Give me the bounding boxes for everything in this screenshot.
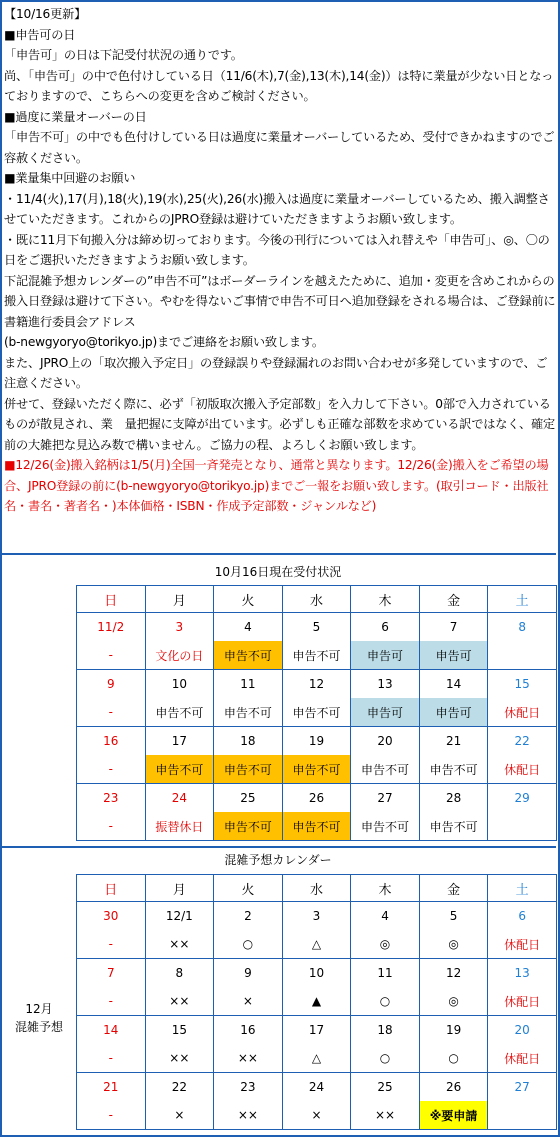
date-number: 15 <box>488 670 557 699</box>
congestion-calendar <box>76 874 557 1130</box>
date-number: 19 <box>282 727 351 756</box>
weekday-header: 木 <box>351 875 420 902</box>
date-status: - <box>77 698 146 727</box>
date-number: 11 <box>351 959 420 988</box>
notice-line: 【10/16更新】 <box>4 7 87 21</box>
date-status: 申告不可 <box>282 641 351 670</box>
date-status: 申告不可 <box>282 812 351 841</box>
weekday-header: 日 <box>77 875 146 902</box>
date-number: 22 <box>145 1073 214 1102</box>
date-status: ○ <box>351 1044 420 1073</box>
date-number: 18 <box>214 727 283 756</box>
date-number: 28 <box>419 784 488 813</box>
date-status: 申告不可 <box>145 698 214 727</box>
notice-line: ■業量集中回避のお願い <box>4 171 136 185</box>
date-status: ▲ <box>282 987 351 1016</box>
weekday-header: 金 <box>419 875 488 902</box>
notice-line: ・11/4(火),17(月),18(火),19(水),25(火),26(水)搬入は過度に業量オーバーしているため、搬入調整させていただきます。これからのJPRO登録は避けていただきますようお願い致します。 <box>4 191 550 226</box>
date-status <box>488 1101 557 1130</box>
date-status: 申告不可 <box>214 698 283 727</box>
date-status: 申告不可 <box>419 812 488 841</box>
date-number: 23 <box>77 784 146 813</box>
date-number: 7 <box>77 959 146 988</box>
date-status: 申告不可 <box>351 755 420 784</box>
date-status <box>488 812 557 841</box>
date-status: 休配日 <box>488 987 557 1016</box>
date-status: 休配日 <box>488 1044 557 1073</box>
date-number: 27 <box>351 784 420 813</box>
date-status: 申告可 <box>419 641 488 670</box>
date-status: ◎ <box>351 930 420 959</box>
date-number: 4 <box>351 902 420 931</box>
notice-line: 「申告不可」の中でも色付けしている日は過度に業量オーバーしているため、受付できかねますのでご容赦ください。 <box>4 130 555 165</box>
weekday-header: 木 <box>351 586 420 613</box>
date-status: - <box>77 1044 146 1073</box>
date-number: 21 <box>419 727 488 756</box>
reception-calendar <box>76 585 557 841</box>
weekday-header: 月 <box>145 586 214 613</box>
date-status: △ <box>282 930 351 959</box>
date-number: 26 <box>282 784 351 813</box>
weekday-header: 火 <box>214 875 283 902</box>
date-status: × <box>214 987 283 1016</box>
date-number: 17 <box>282 1016 351 1045</box>
date-status: - <box>77 987 146 1016</box>
date-number: 6 <box>351 613 420 642</box>
date-number: 15 <box>145 1016 214 1045</box>
date-number: 20 <box>351 727 420 756</box>
date-status: - <box>77 641 146 670</box>
date-status: 休配日 <box>488 930 557 959</box>
date-number: 3 <box>145 613 214 642</box>
date-number: 17 <box>145 727 214 756</box>
date-number: 11 <box>214 670 283 699</box>
date-number: 5 <box>419 902 488 931</box>
weekday-header: 水 <box>282 875 351 902</box>
weekday-header: 月 <box>145 875 214 902</box>
date-number: 12 <box>282 670 351 699</box>
date-number: 8 <box>488 613 557 642</box>
date-status: ×× <box>145 987 214 1016</box>
date-number: 22 <box>488 727 557 756</box>
notice-line: 尚、「申告可」の中で色付けしている日（11/6(木),7(金),13(木),14(金)）は特に業量が少ない日となっておりますので、こちらへの変更を含めご検討ください。 <box>4 68 554 103</box>
date-status: ×× <box>351 1101 420 1130</box>
date-number: 2 <box>214 902 283 931</box>
notice-line: 併せて、登録いただく際に、必ず「初版取次搬入予定部数」を入力して下さい。0部で入力されているものが散見され、業 量把握に支障が出ています。必ずしも正確な部数を求めている訳ではなく、確定前の大雑把な見込み数で構いません。ご協力の程、よろしくお願い致します。 <box>4 396 555 452</box>
date-status: ×× <box>214 1101 283 1130</box>
date-number: 12 <box>419 959 488 988</box>
date-status: 申告不可 <box>214 812 283 841</box>
date-status: ×× <box>214 1044 283 1073</box>
divider <box>0 846 556 848</box>
notice-line: (b-newgyoryo@torikyo.jp)までご連絡をお願い致します。 <box>4 335 324 349</box>
date-status: × <box>282 1101 351 1130</box>
date-status: ○ <box>351 987 420 1016</box>
date-status: 申告不可 <box>214 755 283 784</box>
date-status: ◎ <box>419 987 488 1016</box>
date-status: 申告不可 <box>419 755 488 784</box>
date-status: 振替休日 <box>145 812 214 841</box>
date-number: 7 <box>419 613 488 642</box>
date-status: ○ <box>214 930 283 959</box>
date-number: 6 <box>488 902 557 931</box>
cal1-caption: 10月16日現在受付状況 <box>214 565 342 579</box>
date-number: 24 <box>145 784 214 813</box>
date-status: ×× <box>145 1044 214 1073</box>
date-number: 10 <box>282 959 351 988</box>
date-number: 27 <box>488 1073 557 1102</box>
notice-section <box>4 4 556 517</box>
date-status: 文化の日 <box>145 641 214 670</box>
date-status: 申告不可 <box>214 641 283 670</box>
date-number: 9 <box>214 959 283 988</box>
divider <box>0 553 556 555</box>
date-number: 29 <box>488 784 557 813</box>
weekday-header: 土 <box>488 875 557 902</box>
date-number: 3 <box>282 902 351 931</box>
date-number: 16 <box>214 1016 283 1045</box>
date-number: 4 <box>214 613 283 642</box>
date-number: 14 <box>419 670 488 699</box>
weekday-header: 日 <box>77 586 146 613</box>
date-status: 申告可 <box>419 698 488 727</box>
date-status: × <box>145 1101 214 1130</box>
date-status: 休配日 <box>488 755 557 784</box>
date-status: ◎ <box>419 930 488 959</box>
date-number: 10 <box>145 670 214 699</box>
date-status: 休配日 <box>488 698 557 727</box>
date-status: - <box>77 1101 146 1130</box>
date-status: 申告可 <box>351 698 420 727</box>
notice-line: ・既に11月下旬搬入分は締め切っております。今後の刊行については入れ替えや「申告可」、◎、〇の日をご選択いただきますようお願い致します。 <box>4 232 550 267</box>
date-number: 20 <box>488 1016 557 1045</box>
date-number: 13 <box>488 959 557 988</box>
date-status: - <box>77 812 146 841</box>
date-number: 23 <box>214 1073 283 1102</box>
date-status: 申告不可 <box>282 755 351 784</box>
date-number: 8 <box>145 959 214 988</box>
weekday-header: 土 <box>488 586 557 613</box>
notice-line: 下記混雑予想カレンダーの”申告不可”はボーダーラインを越えたために、追加・変更を含めこれからの搬入日登録は避けて下さい。やむを得ないご事情で申告不可日へ追加登録をされる場合は、ご登録前に書籍進行委員会アドレス <box>4 273 556 329</box>
notice-line: ■12/26(金)搬入銘柄は1/5(月)全国一斉発売となり、通常と異なります。12/26(金)搬入をご希望の場合、JPRO登録の前に(b-newgyoryo@torikyo.jp)までご一報をお願い致します。(取引コード・出版社名・書名・著者名・)本体価格・ISBN・作成予定部数・ジャンルなど) <box>4 458 549 513</box>
date-number: 26 <box>419 1073 488 1102</box>
date-number: 13 <box>351 670 420 699</box>
date-number: 9 <box>77 670 146 699</box>
date-status <box>488 641 557 670</box>
date-status: - <box>77 930 146 959</box>
date-number: 18 <box>351 1016 420 1045</box>
date-number: 25 <box>351 1073 420 1102</box>
date-status: △ <box>282 1044 351 1073</box>
date-number: 12/1 <box>145 902 214 931</box>
date-number: 24 <box>282 1073 351 1102</box>
cal2-caption: 混雑予想カレンダー <box>224 853 332 867</box>
date-status: ×× <box>145 930 214 959</box>
date-number: 25 <box>214 784 283 813</box>
notice-line: ■申告可の日 <box>4 27 76 42</box>
date-number: 21 <box>77 1073 146 1102</box>
date-status: 申告可 <box>351 641 420 670</box>
date-number: 11/2 <box>77 613 146 642</box>
cal2-side-label: 12月 混雑予想 <box>14 1002 63 1034</box>
date-status: 申告不可 <box>282 698 351 727</box>
weekday-header: 水 <box>282 586 351 613</box>
date-status: 申告不可 <box>351 812 420 841</box>
date-number: 30 <box>77 902 146 931</box>
date-number: 5 <box>282 613 351 642</box>
date-number: 16 <box>77 727 146 756</box>
date-number: 19 <box>419 1016 488 1045</box>
date-status: ○ <box>419 1044 488 1073</box>
date-status: ※要申請 <box>419 1101 488 1130</box>
date-status: 申告不可 <box>145 755 214 784</box>
weekday-header: 金 <box>419 586 488 613</box>
date-number: 14 <box>77 1016 146 1045</box>
notice-line: また、JPRO上の「取次搬入予定日」の登録誤りや登録漏れのお問い合わせが多発していますので、ご注意ください。 <box>4 355 548 390</box>
notice-line: 「申告可」の日は下記受付状況の通りです。 <box>4 48 243 62</box>
date-status: - <box>77 755 146 784</box>
notice-line: ■過度に業量オーバーの日 <box>4 109 147 124</box>
weekday-header: 火 <box>214 586 283 613</box>
